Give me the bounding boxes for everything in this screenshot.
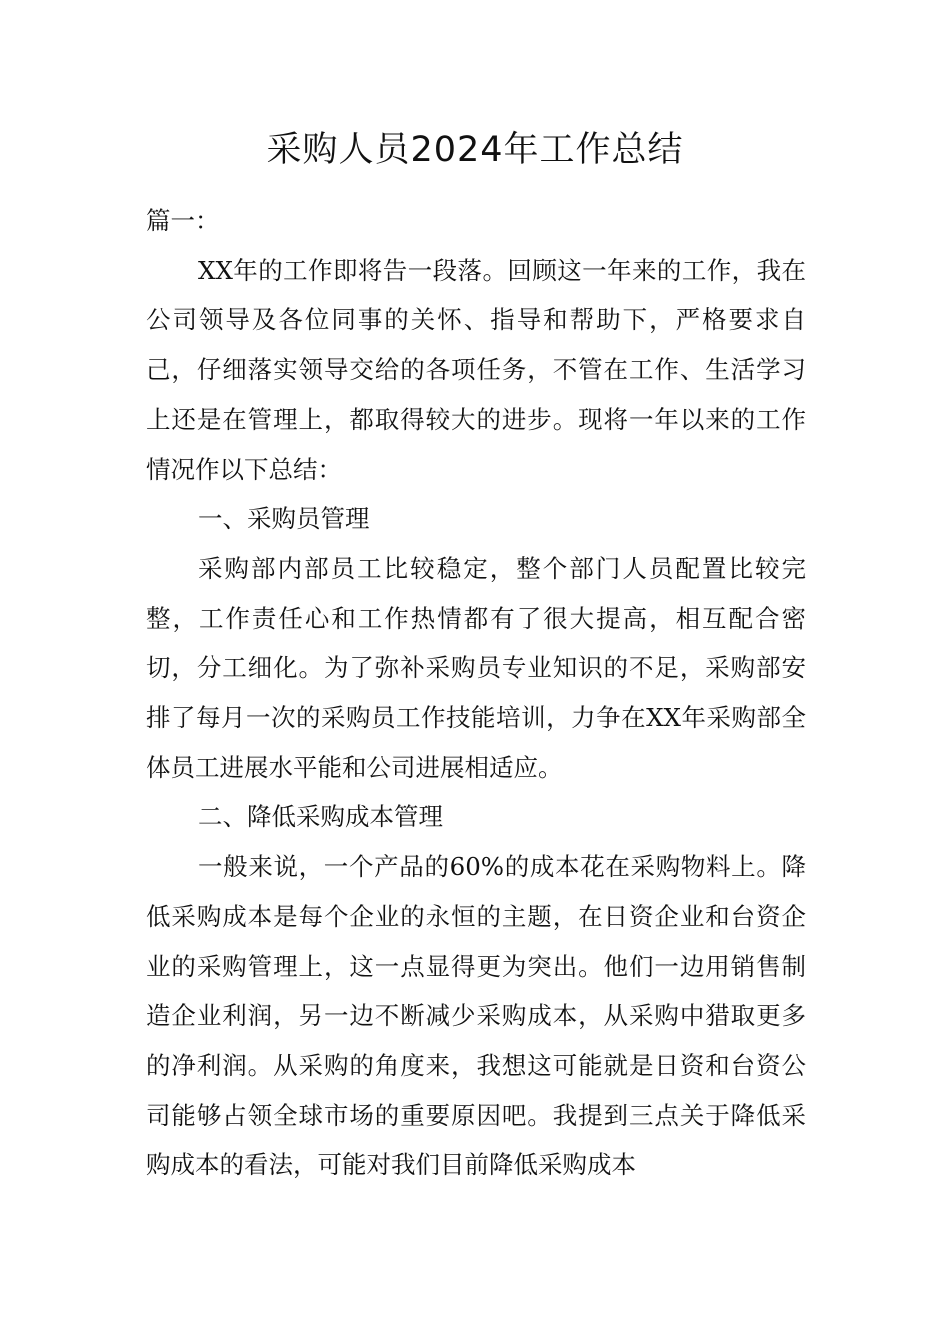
document-body [146, 196, 806, 1190]
document-title: 采购人员2024年工作总结 [266, 130, 684, 170]
body-paragraph: 采购部内部员工比较稳定，整个部门人员配置比较完整，工作责任心和工作热情都有了很大提高，相互配合密切，分工细化。为了弥补采购员专业知识的不足，采购部安排了每月一次的采购员工作技能培训，力争在XX年采购部全体员工进展水平能和公司进展相适应。 [146, 553, 806, 782]
section-label: 篇一： [146, 206, 220, 235]
body-paragraph: 一般来说，一个产品的60%的成本花在采购物料上。降低采购成本是每个企业的永恒的主题，在日资企业和台资企业的采购管理上，这一点显得更为突出。他们一边用销售制造企业利润，另一边不断减少采购成本，从采购中猎取更多的净利润。从采购的角度来，我想这可能就是日资和台资公司能够占领全球市场的重要原因吧。我提到三点关于降低采购成本的看法，可能对我们目前降低采购成本 [146, 852, 806, 1180]
body-paragraph: XX年的工作即将告一段落。回顾这一年来的工作，我在公司领导及各位同事的关怀、指导和帮助下，严格要求自己，仔细落实领导交给的各项任务，不管在工作、生活学习上还是在管理上，都取得较大的进步。现将一年以来的工作情况作以下总结： [146, 255, 806, 484]
section-heading: 二、降低采购成本管理 [198, 802, 443, 832]
section-heading: 一、采购员管理 [198, 504, 370, 534]
